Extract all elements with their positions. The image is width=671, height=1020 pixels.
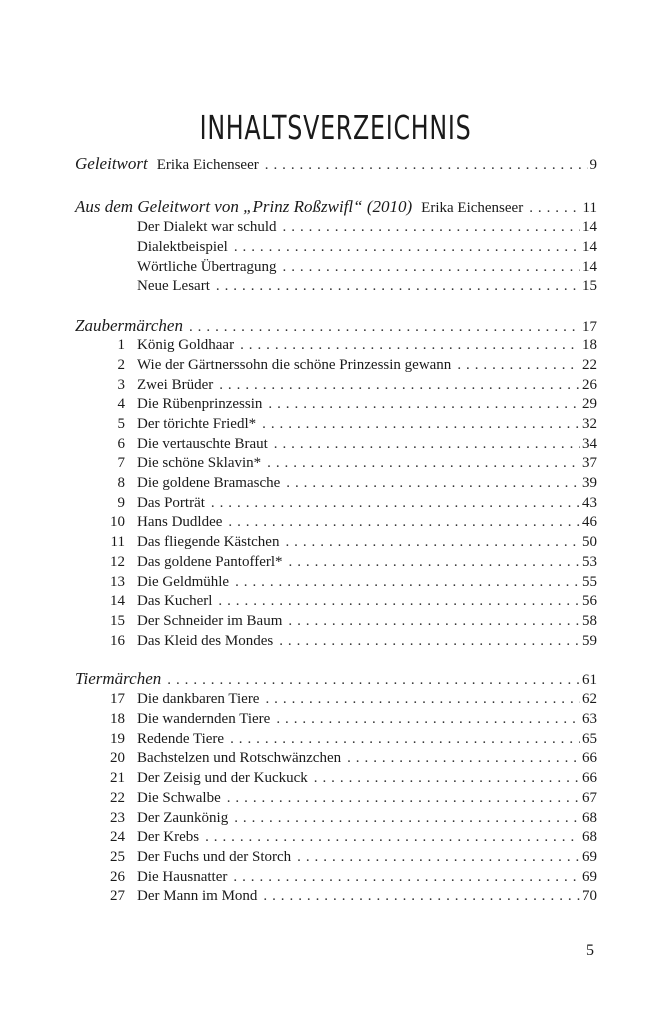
dot-leader	[274, 434, 580, 454]
page-ref: 14	[582, 239, 597, 255]
dot-leader	[216, 276, 580, 296]
entry-number: 23	[110, 810, 125, 826]
dot-leader	[211, 493, 580, 513]
entry-title: Der törichte Friedl*	[137, 414, 262, 434]
toc-entry[interactable]	[0, 532, 671, 552]
dot-leader	[218, 591, 580, 611]
page-ref: 26	[582, 377, 597, 393]
toc-entry[interactable]	[0, 552, 671, 572]
dot-leader	[276, 709, 580, 729]
page-ref: 37	[582, 455, 597, 471]
entry-number: 22	[110, 790, 125, 806]
toc-entry[interactable]	[0, 335, 671, 355]
toc-entry[interactable]	[0, 572, 671, 592]
toc-entry[interactable]	[0, 512, 671, 532]
entry-number: 17	[110, 691, 125, 707]
entry-title: Wörtliche Übertragung	[137, 257, 283, 277]
toc-entry[interactable]	[0, 493, 671, 513]
entry-number: 19	[110, 731, 125, 747]
dot-leader	[233, 867, 580, 887]
entry-title: Aus dem Geleitwort von „Prinz Roßzwifl“ (2010)	[75, 197, 413, 216]
page-title: INHALTSVERZEICHNIS	[199, 108, 472, 148]
page-ref: 11	[582, 200, 597, 216]
toc-subentry[interactable]	[0, 217, 671, 237]
entry-number: 7	[117, 455, 125, 471]
toc-entry-geleitwort[interactable]	[0, 154, 671, 174]
page-ref: 53	[582, 554, 597, 570]
entry-title: Die wandernden Tiere	[137, 709, 276, 729]
entry-title: Die Rübenprinzessin	[137, 394, 268, 414]
page-ref: 29	[582, 396, 597, 412]
entry-number: 24	[110, 829, 125, 845]
entry-title: Die Schwalbe	[137, 788, 227, 808]
page-ref: 32	[582, 416, 597, 432]
dot-leader	[235, 572, 580, 592]
dot-leader	[234, 237, 580, 257]
entry-number: 20	[110, 750, 125, 766]
toc-entry[interactable]	[0, 414, 671, 434]
dot-leader	[267, 453, 580, 473]
dot-leader	[262, 414, 580, 434]
dot-leader	[234, 808, 580, 828]
toc-entry[interactable]	[0, 867, 671, 887]
toc-section-tiermaerchen[interactable]	[0, 669, 671, 689]
dot-leader	[457, 355, 580, 375]
entry-title: Der Krebs	[137, 827, 205, 847]
entry-number: 18	[110, 711, 125, 727]
page-ref: 70	[582, 888, 597, 904]
dot-leader	[283, 257, 580, 277]
entry-title: Das fliegende Kästchen	[137, 532, 285, 552]
entry-number: 6	[117, 436, 125, 452]
dot-leader	[230, 729, 580, 749]
toc-entry[interactable]	[0, 729, 671, 749]
page-ref: 69	[582, 869, 597, 885]
entry-title: Hans Dudldee	[137, 512, 228, 532]
entry-number: 2	[117, 357, 125, 373]
dot-leader	[167, 670, 580, 690]
page-ref: 43	[582, 495, 597, 511]
toc-entry[interactable]	[0, 611, 671, 631]
entry-title: Wie der Gärtnerssohn die schöne Prinzessin gewann	[137, 355, 457, 375]
dot-leader	[268, 394, 580, 414]
page-ref: 68	[582, 810, 597, 826]
toc-entry[interactable]	[0, 689, 671, 709]
entry-number: 1	[117, 337, 125, 353]
entry-title: Die Geldmühle	[137, 572, 235, 592]
toc-entry[interactable]	[0, 768, 671, 788]
page-ref: 65	[582, 731, 597, 747]
dot-leader	[189, 317, 580, 337]
page-ref: 66	[582, 750, 597, 766]
dot-leader	[285, 532, 580, 552]
entry-title: Bachstelzen und Rotschwänzchen	[137, 748, 347, 768]
toc-entry[interactable]	[0, 827, 671, 847]
toc-entry[interactable]	[0, 788, 671, 808]
dot-leader	[265, 155, 588, 175]
entry-number: 3	[117, 377, 125, 393]
entry-title: Geleitwort	[75, 154, 148, 173]
entry-title: Der Zaunkönig	[137, 808, 234, 828]
entry-title: Dialektbeispiel	[137, 237, 234, 257]
entry-title: Redende Tiere	[137, 729, 230, 749]
toc-subentry[interactable]	[0, 237, 671, 257]
entry-title: Das Kucherl	[137, 591, 218, 611]
page-ref: 68	[582, 829, 597, 845]
dot-leader	[347, 748, 580, 768]
page-ref: 17	[582, 319, 597, 335]
toc-entry[interactable]	[0, 453, 671, 473]
page-ref: 50	[582, 534, 597, 550]
entry-number: 4	[117, 396, 125, 412]
entry-number: 16	[110, 633, 125, 649]
entry-title: Das Kleid des Mondes	[137, 631, 279, 651]
dot-leader	[283, 217, 580, 237]
entry-title: Neue Lesart	[137, 276, 216, 296]
page-ref: 55	[582, 574, 597, 590]
page-ref: 18	[582, 337, 597, 353]
page-ref: 39	[582, 475, 597, 491]
toc-entry[interactable]	[0, 808, 671, 828]
entry-title: Die Hausnatter	[137, 867, 233, 887]
entry-author: Erika Eichenseer	[421, 200, 524, 216]
dot-leader	[314, 768, 580, 788]
entry-title: Der Mann im Mond	[137, 886, 263, 906]
toc-entry[interactable]	[0, 394, 671, 414]
toc-entry[interactable]	[0, 434, 671, 454]
entry-title: Das Porträt	[137, 493, 211, 513]
entry-number: 9	[117, 495, 125, 511]
dot-leader	[265, 689, 580, 709]
dot-leader	[205, 827, 580, 847]
toc-entry[interactable]	[0, 355, 671, 375]
entry-title: König Goldhaar	[137, 335, 240, 355]
page-ref: 56	[582, 593, 597, 609]
toc-entry[interactable]	[0, 709, 671, 729]
section-title: Zaubermärchen	[75, 316, 189, 336]
page-ref: 66	[582, 770, 597, 786]
entry-title: Die schöne Sklavin*	[137, 453, 267, 473]
page-ref: 14	[582, 259, 597, 275]
entry-title: Die goldene Bramasche	[137, 473, 286, 493]
page-ref: 62	[582, 691, 597, 707]
entry-number: 14	[110, 593, 125, 609]
entry-author: Erika Eichenseer	[156, 157, 259, 173]
page-ref: 15	[582, 278, 597, 294]
toc-entry[interactable]	[0, 631, 671, 651]
page-ref: 61	[582, 672, 597, 688]
page-ref: 63	[582, 711, 597, 727]
dot-leader	[240, 335, 580, 355]
entry-title: Die vertauschte Braut	[137, 434, 274, 454]
toc-entry[interactable]	[0, 847, 671, 867]
entry-title: Das goldene Pantofferl*	[137, 552, 289, 572]
dot-leader	[227, 788, 580, 808]
page-ref: 69	[582, 849, 597, 865]
dot-leader	[289, 552, 580, 572]
page-ref: 9	[589, 157, 597, 173]
toc-entry[interactable]	[0, 591, 671, 611]
page-ref: 22	[582, 357, 597, 373]
entry-number: 27	[110, 888, 125, 904]
toc-section-zaubermaerchen[interactable]	[0, 316, 671, 336]
entry-number: 8	[117, 475, 125, 491]
entry-number: 11	[110, 534, 125, 550]
dot-leader	[228, 512, 580, 532]
entry-number: 5	[117, 416, 125, 432]
dot-leader	[279, 631, 580, 651]
page-ref: 67	[582, 790, 597, 806]
dot-leader	[286, 473, 580, 493]
dot-leader	[219, 375, 580, 395]
entry-number: 13	[110, 574, 125, 590]
page-ref: 34	[582, 436, 597, 452]
entry-number: 10	[110, 514, 125, 530]
page-ref: 58	[582, 613, 597, 629]
entry-title: Der Schneider im Baum	[137, 611, 288, 631]
toc-entry[interactable]	[0, 748, 671, 768]
toc-entry[interactable]	[0, 886, 671, 906]
entry-title: Die dankbaren Tiere	[137, 689, 265, 709]
page-ref: 14	[582, 219, 597, 235]
entry-number: 21	[110, 770, 125, 786]
entry-title: Der Zeisig und der Kuckuck	[137, 768, 314, 788]
page-ref: 59	[582, 633, 597, 649]
entry-title: Der Fuchs und der Storch	[137, 847, 297, 867]
toc-subentry[interactable]	[0, 276, 671, 296]
toc-entry[interactable]	[0, 375, 671, 395]
entry-title: Zwei Brüder	[137, 375, 219, 395]
dot-leader	[263, 886, 580, 906]
toc-subentry[interactable]	[0, 257, 671, 277]
page-number: 5	[586, 942, 594, 959]
entry-number: 26	[110, 869, 125, 885]
toc-entry-aus-dem-geleitwort[interactable]	[0, 197, 671, 217]
entry-number: 12	[110, 554, 125, 570]
dot-leader	[297, 847, 580, 867]
dot-leader	[529, 198, 580, 218]
section-title: Tiermärchen	[75, 669, 167, 689]
entry-title: Der Dialekt war schuld	[137, 217, 283, 237]
page-ref: 46	[582, 514, 597, 530]
entry-number: 15	[110, 613, 125, 629]
dot-leader	[288, 611, 580, 631]
toc-entry[interactable]	[0, 473, 671, 493]
entry-number: 25	[110, 849, 125, 865]
